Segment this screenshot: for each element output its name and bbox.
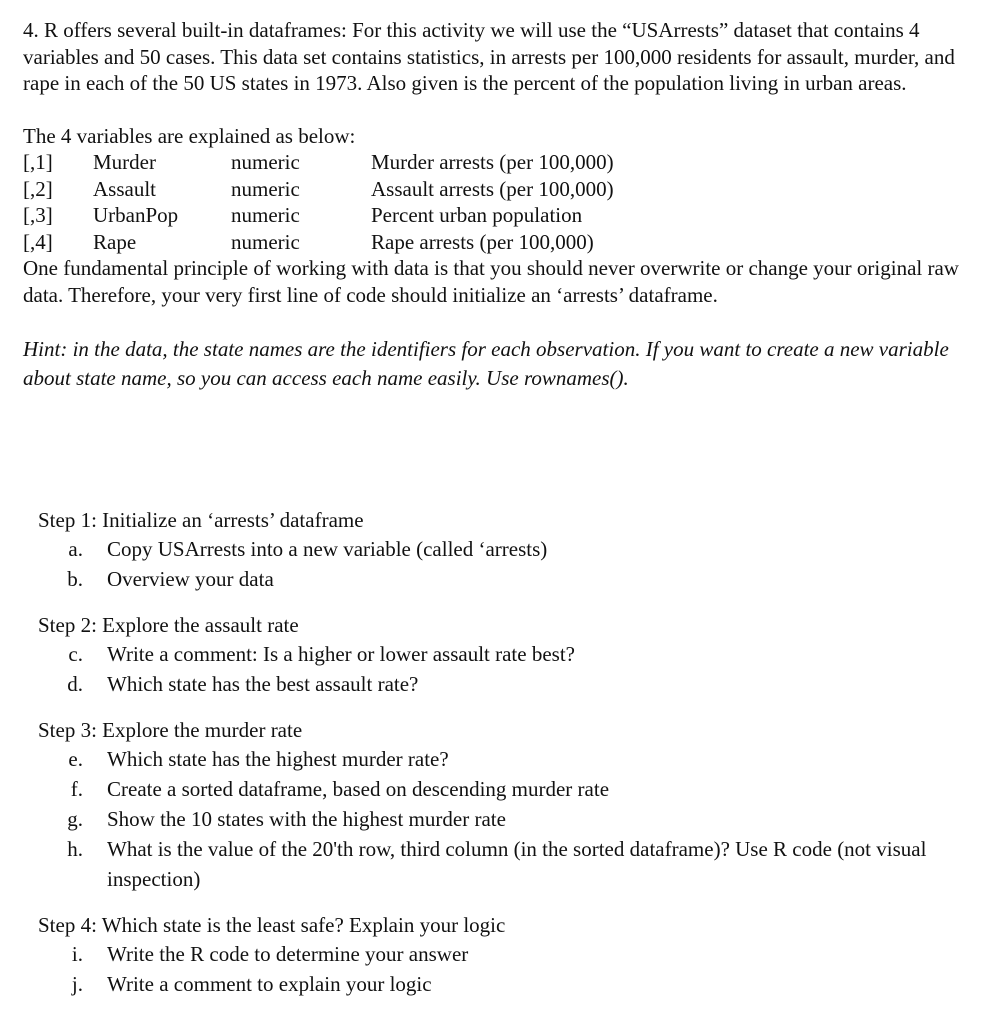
item-text: Create a sorted dataframe, based on descending murder rate [107, 777, 610, 801]
list-item [38, 669, 978, 699]
document-page [23, 17, 983, 393]
item-text: What is the value of the 20'th row, third column (in the sorted dataframe)? Use R code (not visual inspection) [107, 837, 927, 891]
list-item [38, 744, 978, 774]
item-letter: g. [67, 807, 83, 831]
variable-name: UrbanPop [93, 203, 179, 227]
item-letter: a. [68, 537, 83, 561]
item-letter: i. [71, 942, 83, 966]
variable-row [23, 229, 983, 256]
item-text: Which state has the highest murder rate? [107, 747, 449, 771]
variables-table [23, 149, 983, 255]
item-letter: j. [71, 972, 83, 996]
variable-name: Murder [93, 150, 156, 174]
variable-index: [,1] [23, 150, 53, 174]
variable-row [23, 202, 983, 229]
variable-type: numeric [231, 229, 300, 254]
variable-description: Rape arrests (per 100,000) [371, 229, 594, 254]
variable-type: numeric [231, 203, 300, 227]
step-3 [38, 716, 978, 894]
list-item [38, 564, 978, 594]
variable-description: Assault arrests (per 100,000) [371, 176, 614, 201]
item-text: Write a comment to explain your logic [107, 972, 432, 996]
variable-index: [,3] [23, 203, 53, 227]
list-item [38, 804, 978, 834]
item-letter: d. [67, 672, 83, 696]
item-text: Write a comment: Is a higher or lower assault rate best? [107, 642, 575, 666]
hint-paragraph: Hint: in the data, the state names are the identifiers for each observation. If you want to create a new variable about state name, so you can access each name easily. Use rownames(). [23, 337, 949, 390]
item-text: Which state has the best assault rate? [107, 672, 419, 696]
step-heading: Step 2: Explore the assault rate [38, 613, 299, 637]
step-heading: Step 3: Explore the murder rate [38, 718, 303, 742]
variable-name: Assault [93, 176, 156, 201]
steps-list [38, 506, 978, 1016]
variable-row [23, 149, 983, 176]
variable-type: numeric [231, 176, 300, 201]
list-item [38, 639, 978, 669]
variable-index: [,2] [23, 176, 53, 201]
variable-row [23, 176, 983, 203]
list-item [38, 534, 978, 564]
item-text: Copy USArrests into a new variable (called ‘arrests) [107, 537, 548, 561]
item-letter: h. [67, 837, 83, 861]
variable-description: Percent urban population [371, 203, 583, 227]
item-letter: b. [67, 567, 83, 591]
item-letter: e. [68, 747, 83, 771]
spacer [23, 97, 983, 123]
intro-paragraph: 4. R offers several built-in dataframes: For this activity we will use the “USArrests” dataset that contains 4 variables and 50 cases. This data set contains statistics, in arrests per 100,000 residents for assault, murder, and rape in each of the 50 US states in 1973. Also given is the percent of the population living in urban areas. [23, 18, 955, 95]
item-letter: f. [70, 777, 83, 801]
item-text: Overview your data [107, 567, 274, 591]
item-text: Write the R code to determine your answer [107, 942, 469, 966]
variable-description: Murder arrests (per 100,000) [371, 150, 614, 174]
variable-type: numeric [231, 150, 300, 174]
variable-index: [,4] [23, 229, 53, 254]
step-1 [38, 506, 978, 594]
variable-name: Rape [93, 229, 137, 254]
list-item [38, 834, 978, 894]
list-item [38, 774, 978, 804]
item-letter: c. [68, 642, 83, 666]
step-heading: Step 1: Initialize an ‘arrests’ dataframe [38, 508, 364, 532]
variables-heading: The 4 variables are explained as below: [23, 123, 356, 148]
principle-paragraph: One fundamental principle of working with data is that you should never overwrite or change your original raw data. Therefore, your very first line of code should initialize an ‘arrests’ dataframe. [23, 256, 959, 307]
list-item [38, 939, 978, 969]
step-4 [38, 911, 978, 999]
step-heading: Step 4: Which state is the least safe? Explain your logic [38, 913, 506, 937]
list-item [38, 969, 978, 999]
item-text: Show the 10 states with the highest murder rate [107, 807, 506, 831]
step-2 [38, 611, 978, 699]
